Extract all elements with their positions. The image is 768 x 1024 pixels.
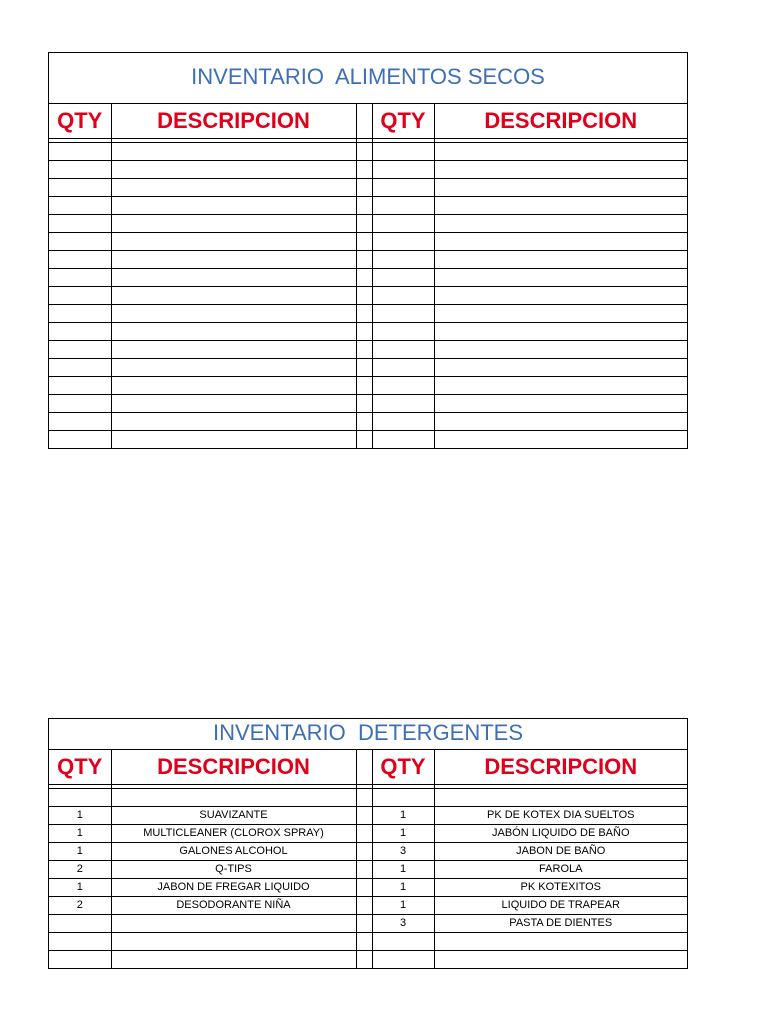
qty-cell: 1 (49, 807, 111, 825)
header-row (49, 104, 687, 139)
table-row (49, 843, 687, 861)
qty-cell (372, 413, 434, 431)
qty-cell (372, 933, 434, 951)
column-separator (356, 825, 372, 843)
qty-cell (372, 233, 434, 251)
description-cell (434, 323, 687, 341)
qty-cell (372, 161, 434, 179)
column-separator (356, 377, 372, 395)
qty-header: QTY (372, 104, 434, 139)
column-separator (356, 323, 372, 341)
qty-cell (372, 341, 434, 359)
qty-cell (49, 161, 111, 179)
table-row (49, 233, 687, 251)
qty-cell (49, 233, 111, 251)
column-separator (356, 143, 372, 161)
description-cell: SUAVIZANTE (111, 807, 356, 825)
description-cell (434, 215, 687, 233)
qty-cell (49, 251, 111, 269)
qty-cell: 3 (372, 915, 434, 933)
description-cell (111, 431, 356, 449)
description-cell (111, 951, 356, 969)
column-separator (356, 879, 372, 897)
table-row (49, 807, 687, 825)
description-header: DESCRIPCION (434, 104, 687, 139)
description-cell: PK DE KOTEX DIA SUELTOS (434, 807, 687, 825)
table-row (49, 933, 687, 951)
qty-cell (372, 431, 434, 449)
qty-cell: 1 (372, 897, 434, 915)
qty-cell (372, 323, 434, 341)
column-separator (356, 431, 372, 449)
table-row (49, 825, 687, 843)
column-separator (356, 861, 372, 879)
description-cell (434, 305, 687, 323)
table-row (49, 359, 687, 377)
table-row (49, 251, 687, 269)
column-separator (356, 179, 372, 197)
column-separator (356, 843, 372, 861)
table-row (49, 287, 687, 305)
column-separator (356, 104, 372, 139)
description-cell: LIQUIDO DE TRAPEAR (434, 897, 687, 915)
column-separator (356, 197, 372, 215)
inventory-title: INVENTARIO ALIMENTOS SECOS (49, 53, 687, 104)
qty-cell (49, 395, 111, 413)
description-cell: FAROLA (434, 861, 687, 879)
table-row (49, 789, 687, 807)
qty-cell (49, 323, 111, 341)
qty-cell (372, 197, 434, 215)
qty-cell: 3 (372, 843, 434, 861)
description-cell (434, 951, 687, 969)
description-cell (434, 179, 687, 197)
qty-cell (372, 251, 434, 269)
description-cell (111, 915, 356, 933)
table-row (49, 305, 687, 323)
qty-cell: 1 (372, 861, 434, 879)
qty-cell (372, 377, 434, 395)
description-cell: JABON DE BAÑO (434, 843, 687, 861)
qty-header: QTY (372, 750, 434, 785)
qty-cell (49, 915, 111, 933)
table-row (49, 143, 687, 161)
qty-cell (372, 789, 434, 807)
qty-cell (49, 377, 111, 395)
description-cell: PK KOTEXITOS (434, 879, 687, 897)
table-row (49, 897, 687, 915)
table-row (49, 215, 687, 233)
inventory-title: INVENTARIO DETERGENTES (49, 719, 687, 750)
table-row (49, 431, 687, 449)
table-row (49, 341, 687, 359)
qty-cell (372, 359, 434, 377)
description-cell (434, 359, 687, 377)
qty-header: QTY (49, 104, 111, 139)
qty-cell (49, 215, 111, 233)
description-cell: Q-TIPS (111, 861, 356, 879)
description-cell: MULTICLEANER (CLOROX SPRAY) (111, 825, 356, 843)
inventory-table (49, 750, 687, 968)
qty-cell (372, 143, 434, 161)
table-row (49, 951, 687, 969)
description-cell (434, 161, 687, 179)
qty-cell (372, 269, 434, 287)
qty-cell: 1 (372, 879, 434, 897)
column-separator (356, 269, 372, 287)
qty-cell (49, 413, 111, 431)
description-cell: JABÓN LIQUIDO DE BAÑO (434, 825, 687, 843)
column-separator (356, 951, 372, 969)
qty-cell: 1 (372, 807, 434, 825)
description-cell (111, 233, 356, 251)
inventory-detergentes (48, 718, 688, 969)
header-row (49, 750, 687, 785)
column-separator (356, 287, 372, 305)
table-row (49, 395, 687, 413)
description-cell (111, 269, 356, 287)
qty-cell (372, 287, 434, 305)
column-separator (356, 305, 372, 323)
description-cell (434, 933, 687, 951)
description-cell (434, 251, 687, 269)
description-cell (111, 143, 356, 161)
column-separator (356, 413, 372, 431)
qty-cell (49, 269, 111, 287)
qty-cell (372, 395, 434, 413)
description-cell (434, 287, 687, 305)
qty-cell (49, 197, 111, 215)
column-separator (356, 359, 372, 377)
description-cell (111, 341, 356, 359)
qty-cell (49, 359, 111, 377)
column-separator (356, 161, 372, 179)
table-row (49, 197, 687, 215)
table-row (49, 915, 687, 933)
column-separator (356, 897, 372, 915)
column-separator (356, 395, 372, 413)
qty-cell (49, 179, 111, 197)
description-cell (111, 933, 356, 951)
description-cell (434, 431, 687, 449)
description-cell (111, 179, 356, 197)
description-cell (111, 789, 356, 807)
qty-cell (49, 933, 111, 951)
column-separator (356, 215, 372, 233)
column-separator (356, 789, 372, 807)
qty-cell: 1 (372, 825, 434, 843)
description-cell (111, 323, 356, 341)
qty-cell (49, 305, 111, 323)
description-cell (111, 215, 356, 233)
column-separator (356, 251, 372, 269)
description-cell (111, 359, 356, 377)
description-cell (111, 395, 356, 413)
description-header: DESCRIPCION (111, 750, 356, 785)
qty-cell (49, 287, 111, 305)
description-cell: GALONES ALCOHOL (111, 843, 356, 861)
description-cell: JABON DE FREGAR LIQUIDO (111, 879, 356, 897)
column-separator (356, 933, 372, 951)
description-cell: PASTA DE DIENTES (434, 915, 687, 933)
description-cell (434, 395, 687, 413)
column-separator (356, 341, 372, 359)
description-cell (434, 197, 687, 215)
description-cell (434, 233, 687, 251)
table-row (49, 377, 687, 395)
table-row (49, 161, 687, 179)
description-cell (434, 413, 687, 431)
description-cell (111, 161, 356, 179)
description-cell (111, 305, 356, 323)
column-separator (356, 233, 372, 251)
qty-cell (49, 789, 111, 807)
column-separator (356, 807, 372, 825)
table-row (49, 879, 687, 897)
qty-cell: 1 (49, 825, 111, 843)
qty-cell: 2 (49, 897, 111, 915)
qty-cell (372, 215, 434, 233)
qty-cell: 1 (49, 879, 111, 897)
description-cell (111, 197, 356, 215)
description-cell (434, 269, 687, 287)
qty-header: QTY (49, 750, 111, 785)
description-cell (111, 377, 356, 395)
qty-cell (372, 951, 434, 969)
description-cell (111, 413, 356, 431)
column-separator (356, 750, 372, 785)
table-row (49, 179, 687, 197)
qty-cell (49, 951, 111, 969)
description-header: DESCRIPCION (111, 104, 356, 139)
table-row (49, 323, 687, 341)
table-row (49, 269, 687, 287)
qty-cell: 2 (49, 861, 111, 879)
description-cell (434, 789, 687, 807)
description-cell (434, 341, 687, 359)
table-row (49, 861, 687, 879)
inventory-alimentos-secos (48, 52, 688, 449)
description-cell (111, 251, 356, 269)
qty-cell (49, 341, 111, 359)
qty-cell (49, 431, 111, 449)
description-cell (111, 287, 356, 305)
qty-cell (372, 305, 434, 323)
description-cell: DESODORANTE NIÑA (111, 897, 356, 915)
qty-cell (49, 143, 111, 161)
description-cell (434, 377, 687, 395)
qty-cell: 1 (49, 843, 111, 861)
column-separator (356, 915, 372, 933)
description-header: DESCRIPCION (434, 750, 687, 785)
inventory-table (49, 104, 687, 448)
description-cell (434, 143, 687, 161)
table-row (49, 413, 687, 431)
qty-cell (372, 179, 434, 197)
